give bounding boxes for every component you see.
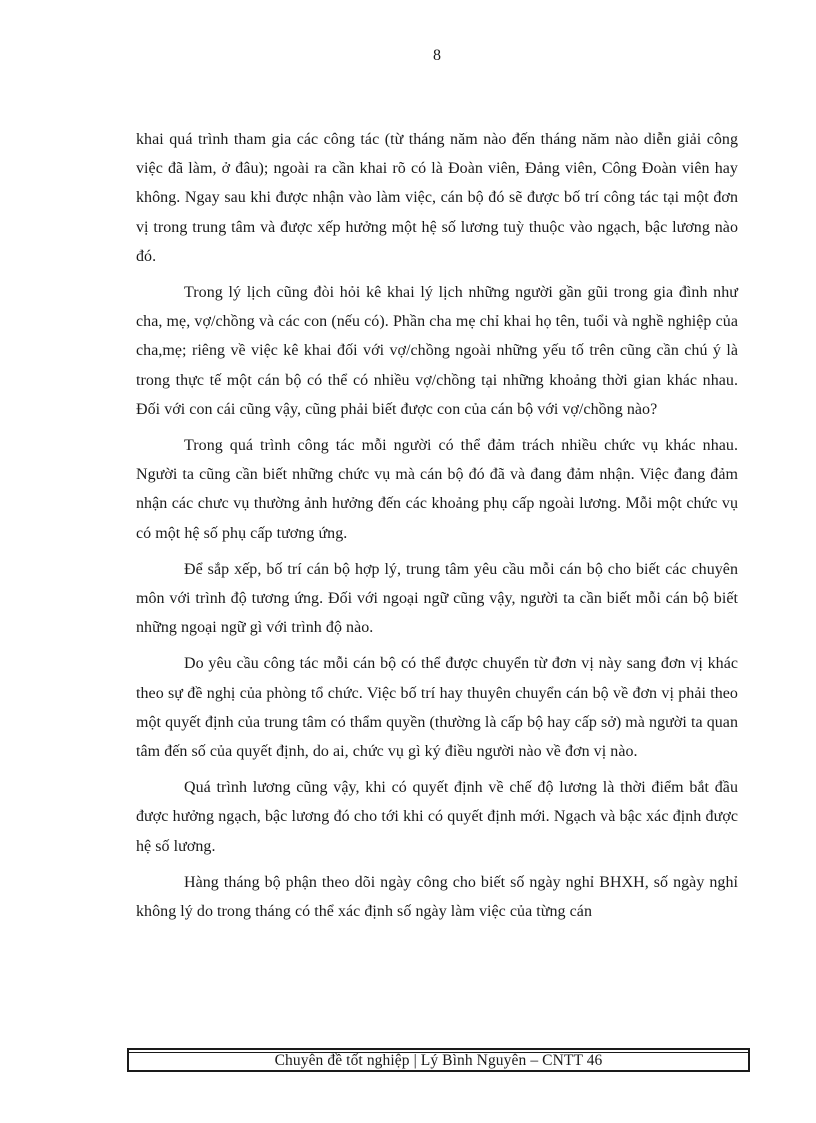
paragraph: Để sắp xếp, bố trí cán bộ hợp lý, trung tâm yêu cầu mỗi cán bộ cho biết các chuyên môn với trình độ tương ứng. Đối với ngoại ngữ cũng vậy, người ta cần biết mỗi cán bộ biết những ngoại ngữ gì với trình độ nào.	[136, 560, 738, 637]
paragraph: Quá trình lương cũng vậy, khi có quyết định về chế độ lương là thời điểm bắt đầu được hưởng ngạch, bậc lương đó cho tới khi có quyết định mới. Ngạch và bậc xác định được hệ số lương.	[136, 779, 738, 855]
document-body	[136, 125, 738, 933]
paragraph: Trong lý lịch cũng đòi hỏi kê khai lý lịch những người gần gũi trong gia đình như cha, mẹ, vợ/chồng và các con (nếu có). Phần cha mẹ chỉ khai họ tên, tuổi và nghề nghiệp của cha,mẹ; riêng về việc kê khai đối với vợ/chồng ngoài những yếu tố trên cũng cần chú ý là trong thực tế một cán bộ có thể có nhiều vợ/chồng tại những khoảng thời gian khác nhau. Đối với con cái cũng vậy, cũng phải biết được con của cán bộ với vợ/chồng nào?	[136, 284, 738, 418]
paragraph: Hàng tháng bộ phận theo dõi ngày công cho biết số ngày nghỉ BHXH, số ngày nghỉ không lý do trong tháng có thể xác định số ngày làm việc của từng cán	[136, 873, 738, 921]
paragraph: Trong quá trình công tác mỗi người có thể đảm trách nhiều chức vụ khác nhau. Người ta cũng cần biết những chức vụ mà cán bộ đó đã và đang đảm nhận. Việc đang đảm nhận các chưc vụ thường ảnh hưởng đến các khoảng phụ cấp ngoài lương. Mỗi một chức vụ có một hệ số phụ cấp tương ứng.	[136, 437, 738, 542]
paragraph: Do yêu cầu công tác mỗi cán bộ có thể được chuyển từ đơn vị này sang đơn vị khác theo sự đề nghị của phòng tổ chức. Việc bố trí hay thuyên chuyển cán bộ về đơn vị phải theo một quyết định của trung tâm có thẩm quyền (thường là cấp bộ hay cấp sở) mà người ta quan tâm đến số của quyết định, do ai, chức vụ gì ký điều người nào về đơn vị nào.	[136, 655, 738, 761]
paragraph: khai quá trình tham gia các công tác (từ tháng năm nào đến tháng năm nào diễn giải công việc đã làm, ở đâu); ngoài ra cần khai rõ có là Đoàn viên, Đảng viên, Công Đoàn viên hay không. Ngay sau khi được nhận vào làm việc, cán bộ đó sẽ được bố trí công tác tại một đơn vị trong trung tâm và được xếp hưởng một hệ số lương tuỳ thuộc vào ngạch, bậc lương nào đó.	[136, 131, 738, 265]
page-number: 8	[433, 47, 441, 64]
footer-text: Chuyên đề tốt nghiệp | Lý Bình Nguyên – CNTT 46	[274, 1052, 603, 1069]
footer-box	[127, 1048, 750, 1072]
